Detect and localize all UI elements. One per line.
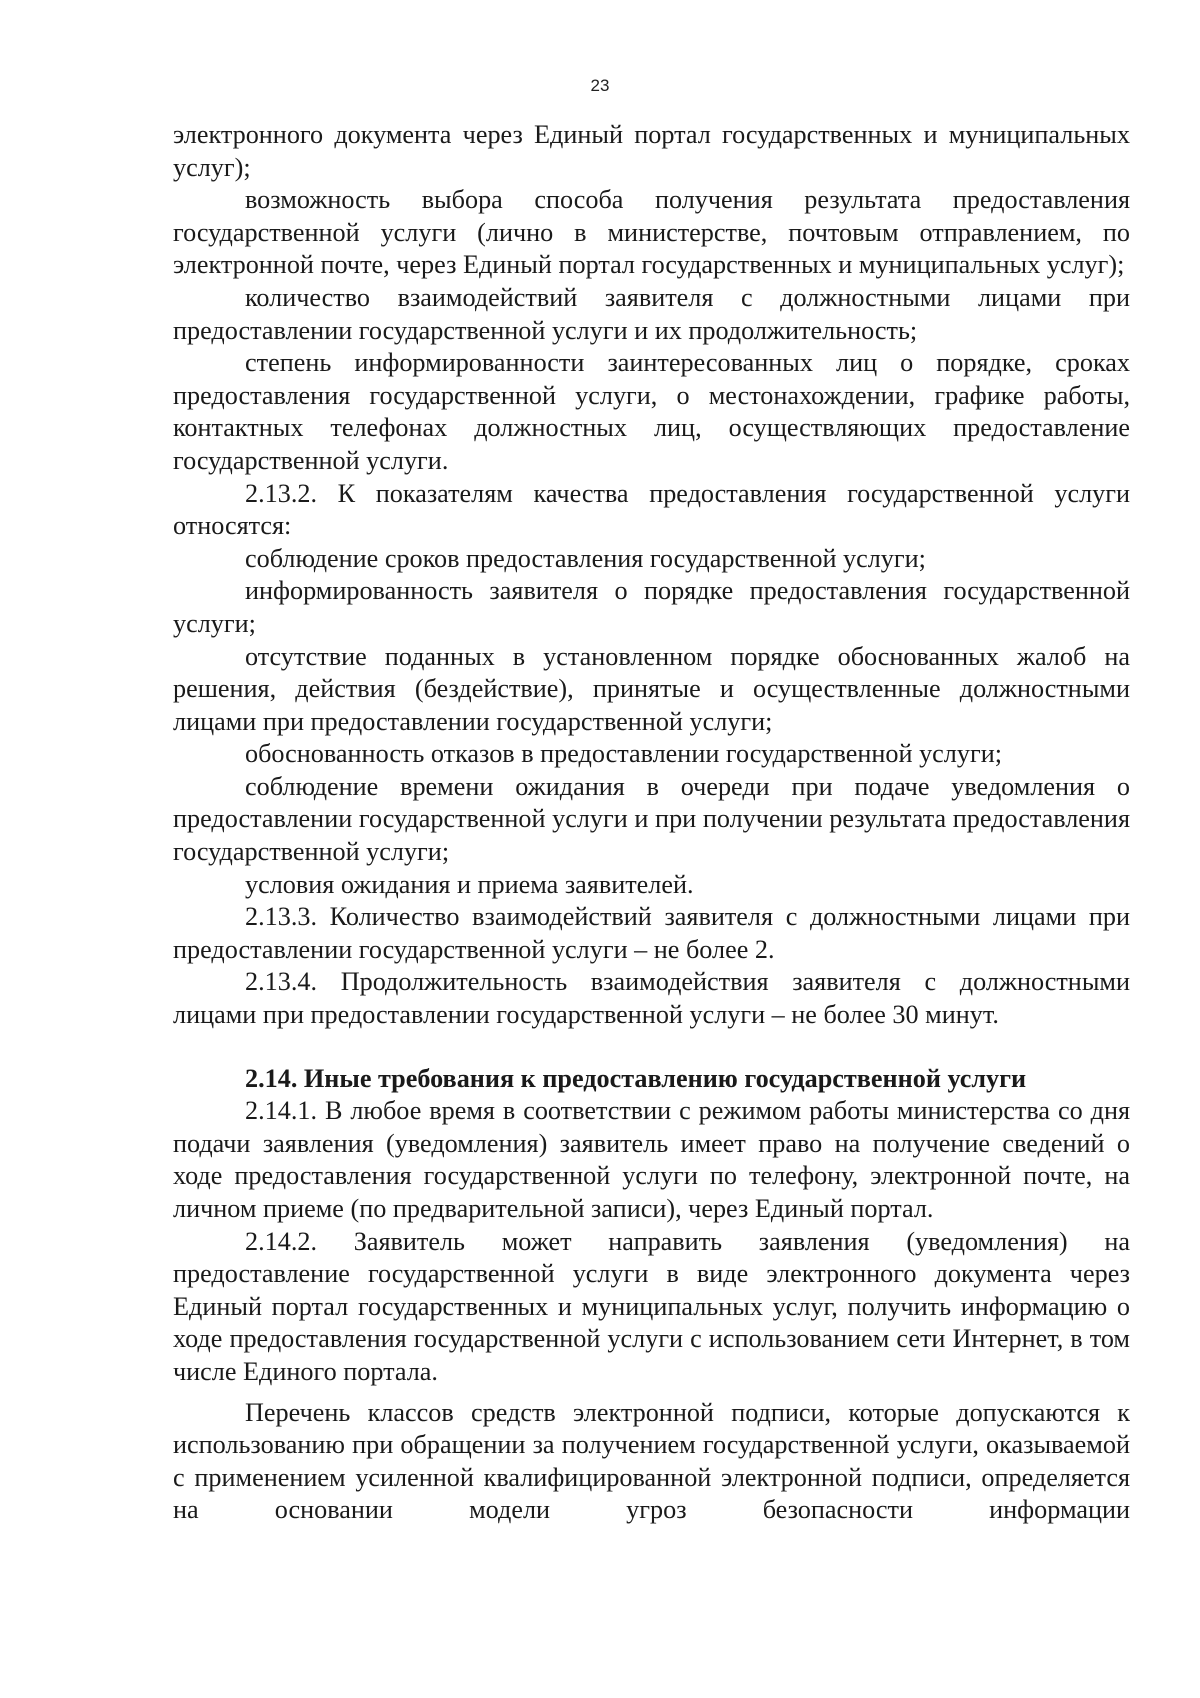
paragraph-2-13-2: 2.13.2. К показателям качества предоставления государственной услуги относятся: bbox=[173, 478, 1130, 541]
paragraph-result-method: возможность выбора способа получения результата предоставления государственной услуги (лично в министерстве, почтовым отправлением, по электронной почте, через Единый портал государственных и муниципальных услуг); bbox=[173, 185, 1130, 280]
document-body bbox=[173, 119, 1130, 1527]
paragraph-waiting-conditions: условия ожидания и приема заявителей. bbox=[245, 869, 694, 899]
paragraph-2-13-3: 2.13.3. Количество взаимодействий заявителя с должностными лицами при предоставлении государственной услуги – не более 2. bbox=[173, 902, 1130, 964]
paragraph-2-13-4: 2.13.4. Продолжительность взаимодействия заявителя с должностными лицами при предоставлении государственной услуги – не более 30 минут. bbox=[173, 967, 1130, 1030]
paragraph-2-14-1: 2.14.1. В любое время в соответствии с режимом работы министерства со дня подачи заявления (уведомления) заявитель имеет право на получение сведений о ходе предоставления государственной услуги по телефону, электронной почте, на личном приеме (по предварительной записи), через Единый портал. bbox=[173, 1096, 1130, 1223]
paragraph-refusal-validity: обоснованность отказов в предоставлении государственной услуги; bbox=[245, 739, 1002, 769]
paragraph-deadlines: соблюдение сроков предоставления государственной услуги; bbox=[245, 543, 926, 573]
paragraph-2-14-2: 2.14.2. Заявитель может направить заявления (уведомления) на предоставление государственной услуги в виде электронного документа через Единый портал государственных и муниципальных услуг, получить информацию о ходе предоставления государственной услуги с использованием сети Интернет, в том числе Единого портала. bbox=[173, 1226, 1130, 1386]
paragraph-signature-classes: Перечень классов средств электронной подписи, которые допускаются к использованию при обращении за получением государственной услуги, оказываемой с применением усиленной квалифицированной электронной подписи, определяется на основании модели угроз безопасности информации bbox=[173, 1397, 1130, 1525]
paragraph-continuation: электронного документа через Единый портал государственных и муниципальных услуг); bbox=[173, 120, 1130, 182]
paragraph-no-complaints: отсутствие поданных в установленном порядке обоснованных жалоб на решения, действия (бездействие), принятые и осуществленные должностными лицами при предоставлении государственной услуги; bbox=[173, 641, 1130, 736]
section-heading-2-14: 2.14. Иные требования к предоставлению государственной услуги bbox=[245, 1063, 1027, 1093]
paragraph-interactions-count: количество взаимодействий заявителя с должностными лицами при предоставлении государственной услуги и их продолжительность; bbox=[173, 282, 1130, 345]
paragraph-queue-time: соблюдение времени ожидания в очереди при подаче уведомления о предоставлении государственной услуги и при получении результата предоставления государственной услуги; bbox=[173, 771, 1130, 867]
paragraph-applicant-awareness: информированность заявителя о порядке предоставления государственной услуги; bbox=[173, 576, 1130, 638]
page-number: 23 bbox=[590, 76, 610, 95]
paragraph-awareness-degree: степень информированности заинтересованных лиц о порядке, сроках предоставления государственной услуги, о местонахождении, графике работы, контактных телефонах должностных лиц, осуществляющих предоставление государственной услуги. bbox=[173, 348, 1130, 475]
